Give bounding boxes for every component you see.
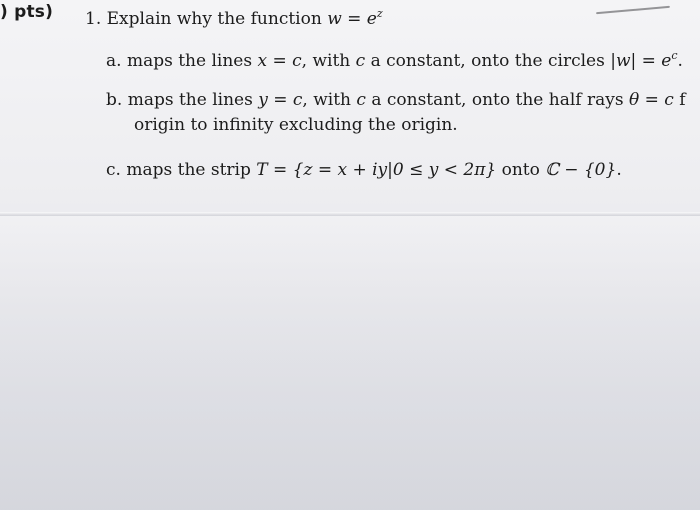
part-c-label: c. — [106, 160, 121, 180]
part-c-text-1: maps the strip — [126, 160, 257, 180]
paper-crease — [0, 212, 700, 216]
part-b-label: b. — [106, 90, 123, 110]
part-a — [106, 49, 683, 71]
part-b-text-2: , with — [302, 90, 357, 110]
part-a-text-2: , with — [301, 51, 356, 71]
part-a-text-3: a constant, onto the circles — [365, 51, 611, 71]
intro-exponent: z — [376, 7, 383, 20]
part-b-text-4: f — [673, 90, 686, 110]
points-label: ) pts) — [0, 2, 54, 22]
problem-1-intro — [85, 7, 383, 29]
part-a-math-1: x = c — [257, 51, 302, 71]
intro-text: Explain why the function — [106, 9, 328, 29]
part-c-math-1: T = {z = x + iy|0 ≤ y < 2π} — [256, 160, 497, 180]
part-b-math-1: y = c — [258, 90, 303, 110]
part-a-label: a. — [106, 51, 122, 71]
part-b-line-2: origin to infinity excluding the origin. — [134, 115, 458, 135]
part-a-math-3: |w| = e — [610, 51, 672, 71]
part-c — [106, 160, 622, 180]
part-a-text-4: . — [677, 51, 683, 71]
problem-number: 1. — [85, 9, 102, 29]
part-c-math-2: ℂ − {0} — [545, 160, 617, 180]
part-b-math-3: θ = c — [628, 90, 674, 110]
part-a-text-1: maps the lines — [126, 51, 258, 71]
intro-math: w = e — [327, 9, 377, 29]
paper-lower-section — [0, 215, 700, 510]
part-b-math-2: c — [356, 90, 366, 110]
part-b-text-1: maps the lines — [127, 90, 259, 110]
part-b-text-3: a constant, onto the half rays — [365, 90, 629, 110]
part-c-text-2: onto — [496, 160, 546, 180]
part-a-math-3-exponent: c — [671, 49, 678, 62]
part-a-math-2: c — [355, 51, 366, 71]
pen-mark — [596, 6, 670, 14]
part-b — [106, 90, 686, 110]
part-c-text-3: . — [616, 160, 622, 180]
